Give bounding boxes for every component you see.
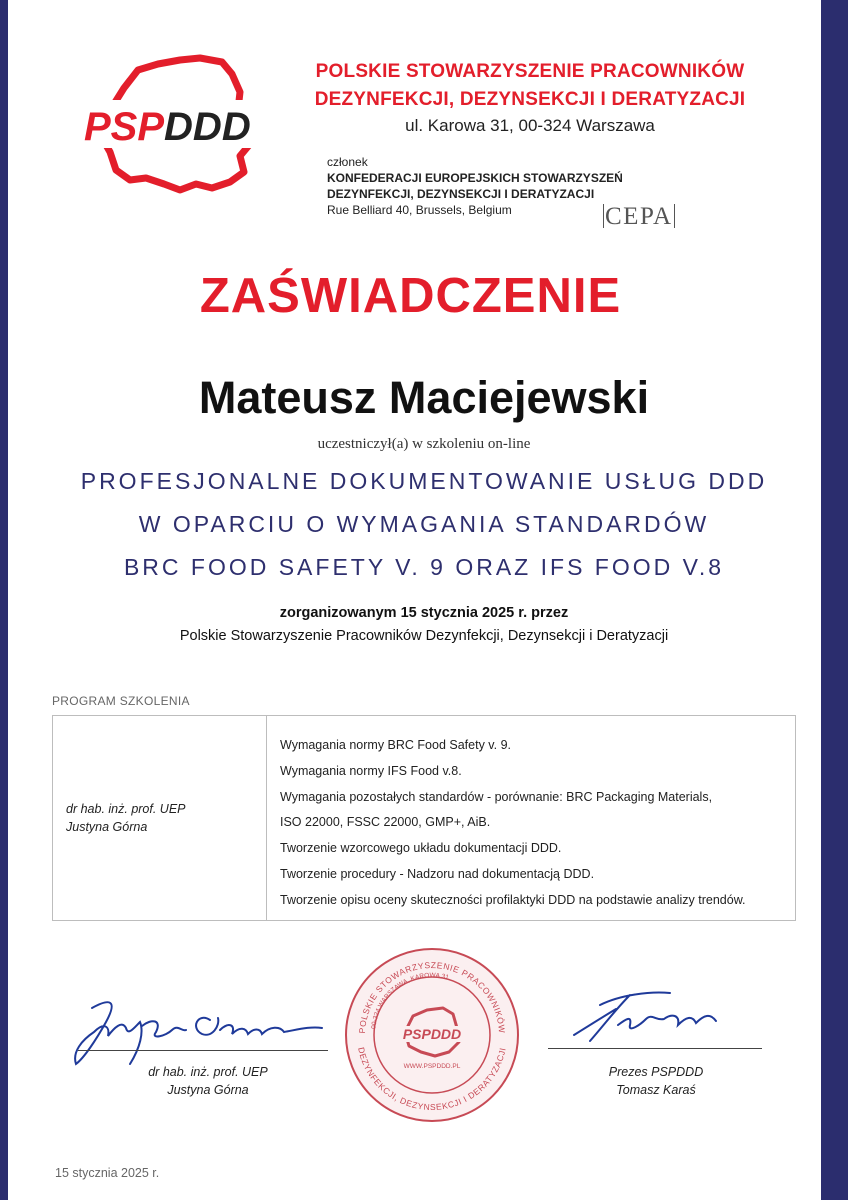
org-address: ul. Karowa 31, 00-324 Warszawa bbox=[405, 116, 655, 135]
lecturer-name: Justyna Górna bbox=[66, 820, 148, 834]
organization-stamp bbox=[343, 946, 521, 1124]
right-signature-caption bbox=[556, 1063, 756, 1099]
stamp-ring-top: POLSKIE STOWARZYSZENIE PRACOWNIKÓW bbox=[356, 959, 508, 1034]
program-label: PROGRAM SZKOLENIA bbox=[52, 694, 190, 708]
cepa-logo bbox=[602, 203, 676, 231]
certificate-title: ZAŚWIADCZENIE bbox=[199, 269, 622, 323]
organizer-info bbox=[0, 602, 848, 648]
right-signer-title: Prezes PSPDDD bbox=[608, 1065, 704, 1079]
stamp-website: WWW.PSPDDD.PL bbox=[403, 1063, 461, 1070]
cepa-logo-bar bbox=[603, 204, 604, 228]
stamp-ring-bottom: DEZYNFEKCJI, DEZYNSEKCJI I DERATYZACJI bbox=[356, 1046, 508, 1113]
right-border-strip bbox=[821, 0, 848, 1200]
membership-info bbox=[327, 154, 623, 218]
program-items bbox=[267, 716, 795, 920]
org-name-line-2: DEZYNFEKCJI, DEZYNSEKCJI I DERATYZACJI bbox=[314, 89, 746, 110]
stamp-inner-address: 00-324 WARSZAWA, KAROWA 31 bbox=[370, 972, 450, 1030]
member-address: Rue Belliard 40, Brussels, Belgium bbox=[327, 203, 512, 217]
org-name-line-1: POLSKIE STOWARZYSZENIE PRACOWNIKÓW bbox=[315, 61, 745, 82]
left-border-strip bbox=[0, 0, 8, 1200]
program-item: Wymagania pozostałych standardów - porównanie: BRC Packaging Materials, bbox=[280, 789, 713, 804]
organizer-name: Polskie Stowarzyszenie Pracowników Dezynfekcji, Dezynsekcji i Deratyzacji bbox=[179, 628, 669, 644]
course-title-line: W OPARCIU O WYMAGANIA STANDARDÓW bbox=[138, 511, 710, 537]
organization-header bbox=[270, 58, 790, 136]
cepa-logo-bar bbox=[674, 204, 675, 228]
course-title-line: PROFESJONALNE DOKUMENTOWANIE USŁUG DDD bbox=[80, 468, 768, 494]
recipient-name: Mateusz Maciejewski bbox=[198, 372, 650, 423]
course-title-line: BRC FOOD SAFETY V. 9 ORAZ IFS FOOD V.8 bbox=[123, 554, 725, 580]
issue-date: 15 stycznia 2025 r. bbox=[55, 1166, 160, 1180]
cepa-logo-text: CEPA bbox=[605, 203, 673, 230]
program-lecturer bbox=[53, 716, 267, 920]
left-signature bbox=[70, 992, 330, 1070]
member-org-line-1: KONFEDERACJI EUROPEJSKICH STOWARZYSZEŃ bbox=[327, 171, 623, 185]
left-signature-caption bbox=[108, 1063, 308, 1099]
organized-date-line: zorganizowanym 15 stycznia 2025 r. przez bbox=[279, 605, 569, 621]
program-item: Tworzenie wzorcowego układu dokumentacji DDD. bbox=[280, 841, 562, 856]
program-item: Tworzenie procedury - Nadzoru nad dokumentacją DDD. bbox=[280, 866, 595, 881]
participation-text: uczestniczył(a) w szkoleniu on-line bbox=[317, 436, 531, 452]
program-item: ISO 22000, FSSC 22000, GMP+, AiB. bbox=[280, 815, 491, 830]
program-table bbox=[52, 715, 796, 921]
lecturer-title: dr hab. inż. prof. UEP bbox=[66, 802, 186, 816]
stamp-logo-text: PSPDDD bbox=[402, 1026, 462, 1042]
right-signer-name: Tomasz Karaś bbox=[616, 1083, 696, 1097]
program-item: Wymagania normy IFS Food v.8. bbox=[280, 763, 462, 778]
program-item: Tworzenie opisu oceny skuteczności profilaktyki DDD na podstawie analizy trendów. bbox=[280, 892, 746, 907]
member-label: członek bbox=[327, 155, 368, 169]
left-signer-name: Justyna Górna bbox=[167, 1083, 249, 1097]
member-org-line-2: DEZYNFEKCJI, DEZYNSEKCJI I DERATYZACJI bbox=[327, 187, 595, 201]
left-signer-title: dr hab. inż. prof. UEP bbox=[148, 1065, 268, 1079]
logo-text: PSPDDD bbox=[84, 105, 251, 149]
right-signature-line bbox=[548, 1048, 762, 1049]
left-signature-line bbox=[78, 1050, 328, 1051]
program-item: Wymagania normy BRC Food Safety v. 9. bbox=[280, 738, 511, 752]
pspddd-logo bbox=[80, 52, 265, 202]
right-signature bbox=[560, 985, 760, 1055]
